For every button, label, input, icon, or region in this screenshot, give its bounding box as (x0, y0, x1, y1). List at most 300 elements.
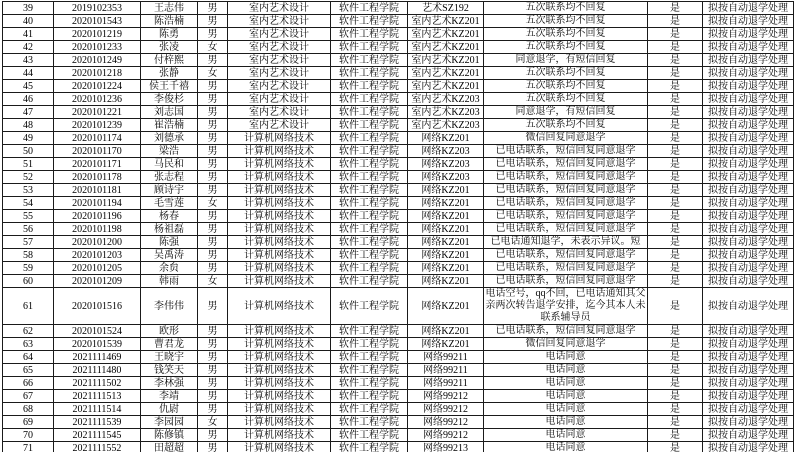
table-row (3, 223, 794, 236)
cell-gender: 男 (198, 28, 228, 41)
cell-seq-number: 44 (3, 67, 54, 80)
cell-major: 计算机网络技术 (228, 158, 331, 171)
cell-college: 软件工程学院 (331, 41, 408, 54)
cell-major: 计算机网络技术 (228, 429, 331, 442)
cell-gender: 男 (198, 15, 228, 28)
cell-student-name: 余贠 (141, 262, 198, 275)
cell-class-name: 室内艺术KZ203 (408, 119, 484, 132)
cell-class-name: 网络KZ203 (408, 145, 484, 158)
cell-gender: 男 (198, 390, 228, 403)
cell-student-name: 刘德承 (141, 132, 198, 145)
cell-gender: 男 (198, 132, 228, 145)
cell-college: 软件工程学院 (331, 351, 408, 364)
cell-college: 软件工程学院 (331, 262, 408, 275)
cell-student-id: 2021111514 (54, 403, 141, 416)
cell-student-name: 顾诗宇 (141, 184, 198, 197)
cell-major: 计算机网络技术 (228, 171, 331, 184)
cell-student-name: 李园园 (141, 416, 198, 429)
cell-major: 计算机网络技术 (228, 132, 331, 145)
cell-class-name: 网络KZ201 (408, 197, 484, 210)
cell-contact-status: 五次联系均不回复 (484, 15, 648, 28)
cell-class-name: 网络KZ201 (408, 184, 484, 197)
cell-major: 室内艺术设计 (228, 28, 331, 41)
cell-major: 室内艺术设计 (228, 54, 331, 67)
cell-gender: 男 (198, 119, 228, 132)
cell-contact-status: 已电话联系，短信回复同意退学 (484, 197, 648, 210)
table-row (3, 416, 794, 429)
cell-college: 软件工程学院 (331, 236, 408, 249)
cell-action: 拟按自动退学处理 (703, 442, 794, 452)
cell-action: 拟按自动退学处理 (703, 41, 794, 54)
cell-action: 拟按自动退学处理 (703, 15, 794, 28)
cell-class-name: 室内艺术KZ201 (408, 41, 484, 54)
cell-class-name: 室内艺术KZ201 (408, 80, 484, 93)
cell-confirmed-flag: 是 (648, 223, 703, 236)
cell-college: 软件工程学院 (331, 325, 408, 338)
table-row (3, 171, 794, 184)
cell-student-id: 2020101205 (54, 262, 141, 275)
table-row (3, 2, 794, 15)
cell-gender: 男 (198, 442, 228, 452)
cell-contact-status: 已电话联系，短信回复同意退学 (484, 184, 648, 197)
cell-student-name: 刘志国 (141, 106, 198, 119)
cell-contact-status: 已电话联系，短信回复同意退学 (484, 262, 648, 275)
cell-confirmed-flag: 是 (648, 158, 703, 171)
cell-confirmed-flag: 是 (648, 41, 703, 54)
cell-contact-status: 已电话通知退学，未表示异议。短 (484, 236, 648, 249)
cell-student-name: 杨祖磊 (141, 223, 198, 236)
cell-student-name: 钱笑天 (141, 364, 198, 377)
cell-gender: 男 (198, 145, 228, 158)
cell-major: 计算机网络技术 (228, 236, 331, 249)
cell-seq-number: 52 (3, 171, 54, 184)
cell-college: 软件工程学院 (331, 442, 408, 452)
cell-contact-status: 电话同意 (484, 390, 648, 403)
cell-confirmed-flag: 是 (648, 442, 703, 452)
cell-confirmed-flag: 是 (648, 54, 703, 67)
cell-class-name: 网络KZ201 (408, 288, 484, 325)
table-row (3, 197, 794, 210)
cell-student-name: 张静 (141, 67, 198, 80)
cell-action: 拟按自动退学处理 (703, 338, 794, 351)
cell-gender: 男 (198, 158, 228, 171)
cell-gender: 男 (198, 54, 228, 67)
cell-seq-number: 71 (3, 442, 54, 452)
cell-student-name: 李靖 (141, 390, 198, 403)
cell-gender: 男 (198, 249, 228, 262)
cell-action: 拟按自动退学处理 (703, 145, 794, 158)
cell-student-id: 2020101170 (54, 145, 141, 158)
table-row (3, 67, 794, 80)
cell-student-id: 2020101203 (54, 249, 141, 262)
cell-action: 拟按自动退学处理 (703, 429, 794, 442)
cell-gender: 男 (198, 93, 228, 106)
cell-confirmed-flag: 是 (648, 15, 703, 28)
cell-student-name: 李伟伟 (141, 288, 198, 325)
cell-class-name: 网络KZ201 (408, 210, 484, 223)
cell-class-name: 网络KZ201 (408, 236, 484, 249)
cell-confirmed-flag: 是 (648, 377, 703, 390)
cell-major: 计算机网络技术 (228, 210, 331, 223)
cell-student-name: 吴禹涛 (141, 249, 198, 262)
cell-college: 软件工程学院 (331, 132, 408, 145)
cell-major: 计算机网络技术 (228, 416, 331, 429)
cell-confirmed-flag: 是 (648, 119, 703, 132)
cell-seq-number: 68 (3, 403, 54, 416)
table-row (3, 377, 794, 390)
cell-student-id: 2020101194 (54, 197, 141, 210)
cell-student-name: 仇尉 (141, 403, 198, 416)
cell-college: 软件工程学院 (331, 67, 408, 80)
cell-student-id: 2020101171 (54, 158, 141, 171)
cell-action: 拟按自动退学处理 (703, 2, 794, 15)
cell-confirmed-flag: 是 (648, 351, 703, 364)
cell-major: 计算机网络技术 (228, 197, 331, 210)
cell-college: 软件工程学院 (331, 184, 408, 197)
cell-major: 计算机网络技术 (228, 145, 331, 158)
cell-gender: 男 (198, 377, 228, 390)
cell-student-name: 韩雨 (141, 275, 198, 288)
cell-college: 软件工程学院 (331, 249, 408, 262)
cell-major: 计算机网络技术 (228, 364, 331, 377)
cell-confirmed-flag: 是 (648, 171, 703, 184)
cell-contact-status: 同意退学，有短信回复 (484, 106, 648, 119)
cell-seq-number: 65 (3, 364, 54, 377)
cell-student-id: 2020101543 (54, 15, 141, 28)
cell-student-name: 陈勇 (141, 28, 198, 41)
cell-seq-number: 39 (3, 2, 54, 15)
cell-seq-number: 53 (3, 184, 54, 197)
cell-confirmed-flag: 是 (648, 429, 703, 442)
cell-confirmed-flag: 是 (648, 210, 703, 223)
cell-seq-number: 50 (3, 145, 54, 158)
cell-contact-status: 已电话联系，短信回复同意退学 (484, 275, 648, 288)
cell-student-name: 王晓宇 (141, 351, 198, 364)
cell-class-name: 室内艺术KZ203 (408, 106, 484, 119)
cell-contact-status: 已电话联系，短信回复同意退学 (484, 210, 648, 223)
cell-gender: 男 (198, 223, 228, 236)
cell-student-name: 陈浩楠 (141, 15, 198, 28)
cell-action: 拟按自动退学处理 (703, 390, 794, 403)
cell-college: 软件工程学院 (331, 223, 408, 236)
cell-college: 软件工程学院 (331, 54, 408, 67)
cell-student-name: 侯王千禧 (141, 80, 198, 93)
cell-action: 拟按自动退学处理 (703, 80, 794, 93)
cell-confirmed-flag: 是 (648, 249, 703, 262)
cell-student-name: 曹君龙 (141, 338, 198, 351)
cell-action: 拟按自动退学处理 (703, 288, 794, 325)
cell-seq-number: 48 (3, 119, 54, 132)
table-row (3, 184, 794, 197)
cell-student-id: 2020101249 (54, 54, 141, 67)
cell-confirmed-flag: 是 (648, 325, 703, 338)
cell-action: 拟按自动退学处理 (703, 416, 794, 429)
cell-seq-number: 61 (3, 288, 54, 325)
cell-major: 计算机网络技术 (228, 288, 331, 325)
cell-student-name: 张凌 (141, 41, 198, 54)
cell-class-name: 网络99211 (408, 364, 484, 377)
cell-college: 软件工程学院 (331, 197, 408, 210)
cell-contact-status: 电话同意 (484, 364, 648, 377)
cell-college: 软件工程学院 (331, 171, 408, 184)
cell-contact-status: 电话同意 (484, 429, 648, 442)
cell-gender: 男 (198, 171, 228, 184)
cell-class-name: 网络KZ201 (408, 262, 484, 275)
cell-gender: 男 (198, 364, 228, 377)
cell-seq-number: 43 (3, 54, 54, 67)
cell-contact-status: 五次联系均不回复 (484, 93, 648, 106)
cell-class-name: 网络KZ201 (408, 249, 484, 262)
cell-college: 软件工程学院 (331, 377, 408, 390)
cell-class-name: 室内艺术KZ201 (408, 15, 484, 28)
cell-class-name: 网络99212 (408, 429, 484, 442)
cell-contact-status: 五次联系均不回复 (484, 41, 648, 54)
cell-major: 计算机网络技术 (228, 338, 331, 351)
cell-confirmed-flag: 是 (648, 28, 703, 41)
cell-student-id: 2020101539 (54, 338, 141, 351)
cell-student-id: 2021111545 (54, 429, 141, 442)
cell-gender: 女 (198, 41, 228, 54)
cell-contact-status: 微信回复同意退学 (484, 132, 648, 145)
cell-student-name: 李林强 (141, 377, 198, 390)
cell-student-name: 梁浩 (141, 145, 198, 158)
cell-seq-number: 51 (3, 158, 54, 171)
cell-class-name: 网络KZ201 (408, 275, 484, 288)
cell-contact-status: 已电话联系，短信回复同意退学 (484, 249, 648, 262)
table-row (3, 325, 794, 338)
cell-confirmed-flag: 是 (648, 132, 703, 145)
cell-class-name: 网络99212 (408, 416, 484, 429)
cell-college: 软件工程学院 (331, 145, 408, 158)
cell-class-name: 网络KZ203 (408, 158, 484, 171)
cell-action: 拟按自动退学处理 (703, 325, 794, 338)
cell-gender: 女 (198, 275, 228, 288)
cell-major: 室内艺术设计 (228, 67, 331, 80)
cell-gender: 男 (198, 236, 228, 249)
cell-student-name: 陈强 (141, 236, 198, 249)
cell-confirmed-flag: 是 (648, 364, 703, 377)
cell-college: 软件工程学院 (331, 288, 408, 325)
cell-action: 拟按自动退学处理 (703, 236, 794, 249)
cell-major: 计算机网络技术 (228, 325, 331, 338)
cell-action: 拟按自动退学处理 (703, 54, 794, 67)
cell-seq-number: 70 (3, 429, 54, 442)
cell-college: 软件工程学院 (331, 338, 408, 351)
cell-major: 室内艺术设计 (228, 80, 331, 93)
cell-student-name: 杨春 (141, 210, 198, 223)
cell-student-id: 2020101233 (54, 41, 141, 54)
cell-confirmed-flag: 是 (648, 262, 703, 275)
table-row (3, 106, 794, 119)
cell-action: 拟按自动退学处理 (703, 351, 794, 364)
cell-student-id: 2019102353 (54, 2, 141, 15)
cell-college: 软件工程学院 (331, 93, 408, 106)
cell-contact-status: 五次联系均不回复 (484, 80, 648, 93)
cell-action: 拟按自动退学处理 (703, 249, 794, 262)
cell-student-id: 2020101524 (54, 325, 141, 338)
table-row (3, 288, 794, 325)
cell-action: 拟按自动退学处理 (703, 93, 794, 106)
cell-gender: 男 (198, 262, 228, 275)
cell-gender: 女 (198, 197, 228, 210)
cell-major: 计算机网络技术 (228, 377, 331, 390)
cell-gender: 男 (198, 210, 228, 223)
cell-class-name: 艺术SZ192 (408, 2, 484, 15)
cell-student-id: 2021111539 (54, 416, 141, 429)
cell-contact-status: 电话同意 (484, 403, 648, 416)
cell-seq-number: 42 (3, 41, 54, 54)
cell-class-name: 网络99211 (408, 377, 484, 390)
table-row (3, 275, 794, 288)
cell-action: 拟按自动退学处理 (703, 223, 794, 236)
cell-class-name: 网络99213 (408, 442, 484, 452)
cell-major: 室内艺术设计 (228, 93, 331, 106)
cell-student-id: 2020101200 (54, 236, 141, 249)
cell-confirmed-flag: 是 (648, 197, 703, 210)
cell-contact-status: 五次联系均不回复 (484, 28, 648, 41)
cell-action: 拟按自动退学处理 (703, 67, 794, 80)
cell-student-name: 王志伟 (141, 2, 198, 15)
cell-college: 软件工程学院 (331, 2, 408, 15)
cell-seq-number: 66 (3, 377, 54, 390)
cell-student-id: 2021111502 (54, 377, 141, 390)
cell-major: 室内艺术设计 (228, 2, 331, 15)
cell-student-id: 2021111552 (54, 442, 141, 452)
cell-college: 软件工程学院 (331, 80, 408, 93)
cell-student-id: 2021111469 (54, 351, 141, 364)
cell-major: 计算机网络技术 (228, 275, 331, 288)
cell-major: 室内艺术设计 (228, 41, 331, 54)
cell-class-name: 网络KZ201 (408, 132, 484, 145)
cell-college: 软件工程学院 (331, 28, 408, 41)
cell-seq-number: 49 (3, 132, 54, 145)
cell-action: 拟按自动退学处理 (703, 377, 794, 390)
cell-class-name: 网络99212 (408, 390, 484, 403)
cell-confirmed-flag: 是 (648, 93, 703, 106)
cell-contact-status: 五次联系均不回复 (484, 67, 648, 80)
cell-action: 拟按自动退学处理 (703, 171, 794, 184)
cell-major: 计算机网络技术 (228, 223, 331, 236)
cell-confirmed-flag: 是 (648, 80, 703, 93)
cell-student-id: 2020101174 (54, 132, 141, 145)
table-body (3, 2, 794, 452)
cell-gender: 男 (198, 184, 228, 197)
cell-major: 室内艺术设计 (228, 15, 331, 28)
cell-contact-status: 已电话联系，短信回复同意退学 (484, 171, 648, 184)
cell-contact-status: 微信回复同意退学 (484, 338, 648, 351)
table-row (3, 338, 794, 351)
cell-gender: 男 (198, 325, 228, 338)
cell-student-id: 2020101209 (54, 275, 141, 288)
cell-confirmed-flag: 是 (648, 275, 703, 288)
student-withdrawal-table (2, 1, 794, 452)
cell-gender: 男 (198, 351, 228, 364)
cell-class-name: 室内艺术KZ201 (408, 54, 484, 67)
cell-action: 拟按自动退学处理 (703, 28, 794, 41)
cell-gender: 男 (198, 106, 228, 119)
cell-college: 软件工程学院 (331, 429, 408, 442)
cell-gender: 男 (198, 403, 228, 416)
table-row (3, 364, 794, 377)
table-row (3, 236, 794, 249)
cell-college: 软件工程学院 (331, 158, 408, 171)
table-row (3, 80, 794, 93)
cell-student-id: 2020101224 (54, 80, 141, 93)
cell-gender: 男 (198, 429, 228, 442)
cell-confirmed-flag: 是 (648, 288, 703, 325)
cell-seq-number: 59 (3, 262, 54, 275)
cell-class-name: 网络99211 (408, 351, 484, 364)
cell-student-id: 2020101178 (54, 171, 141, 184)
cell-contact-status: 电话同意 (484, 377, 648, 390)
cell-student-name: 崔浩楠 (141, 119, 198, 132)
table-row (3, 429, 794, 442)
cell-confirmed-flag: 是 (648, 2, 703, 15)
cell-confirmed-flag: 是 (648, 236, 703, 249)
cell-major: 计算机网络技术 (228, 390, 331, 403)
table-row (3, 145, 794, 158)
cell-confirmed-flag: 是 (648, 403, 703, 416)
cell-seq-number: 41 (3, 28, 54, 41)
cell-seq-number: 63 (3, 338, 54, 351)
cell-student-id: 2020101219 (54, 28, 141, 41)
table-row (3, 41, 794, 54)
cell-major: 室内艺术设计 (228, 106, 331, 119)
cell-contact-status: 已电话联系，短信回复同意退学 (484, 145, 648, 158)
cell-contact-status: 已电话联系，短信回复同意退学 (484, 223, 648, 236)
cell-college: 软件工程学院 (331, 15, 408, 28)
cell-seq-number: 67 (3, 390, 54, 403)
table-row (3, 93, 794, 106)
cell-confirmed-flag: 是 (648, 67, 703, 80)
cell-action: 拟按自动退学处理 (703, 106, 794, 119)
cell-class-name: 网络KZ201 (408, 223, 484, 236)
cell-action: 拟按自动退学处理 (703, 132, 794, 145)
cell-seq-number: 45 (3, 80, 54, 93)
cell-seq-number: 57 (3, 236, 54, 249)
cell-student-name: 马民和 (141, 158, 198, 171)
cell-major: 室内艺术设计 (228, 119, 331, 132)
cell-contact-status: 电话空号，qq不回，已电话通知其父亲两次转告退学安排，迄今其本人未联系辅导员 (485, 288, 646, 323)
table-row (3, 262, 794, 275)
cell-action: 拟按自动退学处理 (703, 158, 794, 171)
cell-college: 软件工程学院 (331, 390, 408, 403)
cell-major: 计算机网络技术 (228, 403, 331, 416)
cell-seq-number: 54 (3, 197, 54, 210)
cell-class-name: 网络99212 (408, 403, 484, 416)
cell-action: 拟按自动退学处理 (703, 184, 794, 197)
cell-college: 软件工程学院 (331, 119, 408, 132)
cell-seq-number: 56 (3, 223, 54, 236)
cell-college: 软件工程学院 (331, 210, 408, 223)
cell-confirmed-flag: 是 (648, 145, 703, 158)
cell-student-name: 张志程 (141, 171, 198, 184)
cell-student-name: 李俊杉 (141, 93, 198, 106)
cell-class-name: 网络KZ201 (408, 338, 484, 351)
cell-seq-number: 55 (3, 210, 54, 223)
cell-college: 软件工程学院 (331, 106, 408, 119)
cell-major: 计算机网络技术 (228, 442, 331, 452)
cell-student-id: 2020101181 (54, 184, 141, 197)
cell-contact-status: 已电话联系，短信回复同意退学 (484, 158, 648, 171)
cell-action: 拟按自动退学处理 (703, 262, 794, 275)
table-row (3, 54, 794, 67)
cell-seq-number: 58 (3, 249, 54, 262)
cell-major: 计算机网络技术 (228, 262, 331, 275)
cell-major: 计算机网络技术 (228, 249, 331, 262)
cell-class-name: 室内艺术KZ203 (408, 93, 484, 106)
table-row (3, 403, 794, 416)
